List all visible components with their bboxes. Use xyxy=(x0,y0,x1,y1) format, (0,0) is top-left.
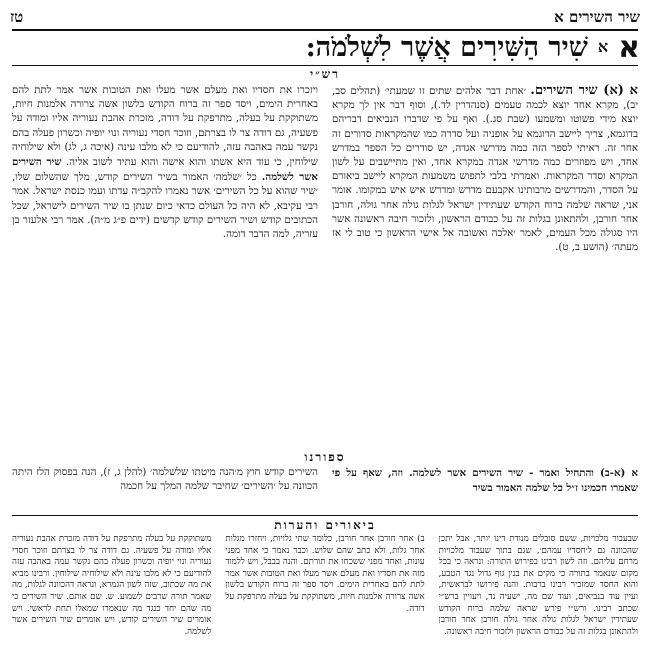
verse-rule xyxy=(12,65,638,66)
sforno-left-column xyxy=(12,466,318,512)
verse-number: א xyxy=(597,37,609,56)
rashi-lead: א (א) שיר השירים. xyxy=(530,84,638,98)
page-header xyxy=(10,6,640,28)
rashi-right-column xyxy=(332,84,638,447)
sforno-right-text: א (א-ב) והתחיל ואמר - שיר השירים אשר לשלמה. וזה, שאף על פי שאמרו חכמינו ז״ל כל שלמה האמור בשיר xyxy=(332,467,638,495)
rashi-left-text2: כל ׳שלמה׳ האמור בשיר השירים קודש, מלך שהשלום שלו, ׳שיר שהוא על כל השירים׳ אשר נאמרו להקב״ה עדתו ועמו כנסת ישראל. אמר רבי עקיבא, לא היה כל העולם כדאי כיום שנתן בו שיר השירים לישראל, שכל הכתובים קודש ושיר השירים קודש קדשים (ידים פ״ג מ״ה). אמר רבי אלעזר בן עזריה, למה הדבר דומה. xyxy=(12,172,318,241)
rashi-right-text: ׳אחת דבר אלהים שתים זו שמעתי׳ (תהלים סב, יב), מקרא אחד יוצא לכמה טעמים (סנהדרין לד.), וסוף דבר אין לך מקרא יוצא מידי פשוטו ומשמעו (שבת סג.). ואף על פי שדברו הנביאים דבריהם בדוגמא, צריך ליישב הדוגמא על אופניה ועל סדרה כמו שהמקראות סדורים זה אחר זה. ראיתי לספר הזה כמה מדרשי אגדה, יש סודרים כל הספר במדרש אחד, ויש מפוזרים כמה מדרשי אגדה במקרא אחד, ואין מתיישבים על לשון המקרא וסדר המקראות. ואמרתי בלבי לתפוש משמעות המקרא ליישב ביאורם על הסדר, והמדרשים מרבותינו אקבעם מדרש ומדרש איש איש במקומו. אומר אני, שראה שלמה ברוח הקודש שעתידין ישראל לגלות גולה אחר גולה, חורבן אחר חורבן, ולהתאונן בגלות זה על כבודם הראשון, ולזכור חיבה ראשונה אשר היו סגולה מכל העמים, לאמר ׳אלכה ואשובה אל אישי הראשון כי טוב לי אז מעתה׳ (הושע ב, ט). xyxy=(332,86,638,254)
verse-chapter-letter: א xyxy=(618,29,640,65)
notes-column-1 xyxy=(439,534,638,646)
running-title: שיר השירים א xyxy=(554,7,640,26)
rashi-left-column xyxy=(12,84,318,447)
rashi-commentary xyxy=(12,84,638,447)
rashi-left-text: ויזכרו את חסדיו ואת מעלם אשר מעלו ואת הטובות אשר אמר לתת להם באחרית הימים, ויסד ספר זה ברוח הקודש בלשון אשה צרורה אלמנות חיות, משתוקקת על בעלה, מתרפקת על דודה, מזכרת אהבת נעוריה אליו ומודה על פשעיה, גם דודה צר לו בצרתם, וזוכר חסדי נעוריה ונוי יופיה וכשרון פעלה בהם נקשר עמה באהבה עזה, להודיעם כי לא מלבו עינה (איכה ג, לג) ולא שילוחיה שילוחין, כי עוד היא אשתו והוא אישה והוא עתיד לשוב אליה. xyxy=(12,85,318,169)
verse-title xyxy=(20,29,640,65)
commentary-heading: ביאורים והערות xyxy=(274,518,376,532)
rashi-heading: רש״י xyxy=(309,67,341,81)
sforno-heading: ספורנו xyxy=(304,450,346,464)
verse-text: שִׁיר הַשִּׁירִים אֲשֶׁר לִשְׁלֹמֹה: xyxy=(305,31,588,63)
sforno-left-text: השירים קודש חוץ מ׳הנה מיטתו שלשלמה׳ (להלן ג, ז), הנה בפסוק הלז היתה הכוונה על ׳השירים׳ שחיבר שלמה המלך על חכמה xyxy=(12,467,318,493)
sforno-right-column xyxy=(332,466,638,512)
sforno-commentary xyxy=(12,466,638,512)
page-number: טז xyxy=(10,7,24,26)
notes-column-1-text: שבעבור מלכויות, ששם סובלים מנודת דינו יותר, אבל יתכן שהכוונה גם ל׳חסדיו עמהם׳, שגם בתוך שעבוד מלכויות מרחם עליהם. וזה לשון רבינו בפירוש התורה: ונראה כי בכל מקום שנאמר בתורה כי מקים את בנין גוף גדול נגד הטבע, והוא החסד שמזכיר רבינו ברבות. והנה פירושו לבראשית, ועיין עוד בנביאים, ועוד שם מה, ישעיה נד, ויעויין ברש״י שכתב רבינו. ורש״י פירש שראה שלמה ברוח הקודש שעתידין ישראל לגלות גולה אחר גולה חורבן אחר חורבן ולהתאונן בגלות זה על כבודם הראשון ולזכור חיבה ראשונה. xyxy=(438,534,638,637)
notes-column-3 xyxy=(12,534,211,646)
notes-column-2 xyxy=(225,534,424,646)
rashi-left-lead: שיר השירים אשר לשלמה. xyxy=(12,156,318,184)
notes-column-2-text: ב) אחר חורבן אחר חורבן, כלומר שתי גלויות, ויחזרו מגלות אחר גלות, ולא כתב שהם שלוש. וכבר נאמר כי אחד מפני עונות, ואחד מפני ששכחו את תורתם. והנה בבבל, ויש ללמוד מזה את חסדיו ואת מעלם אשר מעלו ואת הטובות אשר אמר לתת להם באחרית הימים. ויסד ספר זה ברוח הקודש בלשון אשה צרורה אלמנות חיות, משתוקקת על בעלה מתרפקת על דודה. xyxy=(225,534,425,614)
commentary-rule xyxy=(12,515,638,516)
notes-commentary xyxy=(12,534,638,646)
notes-column-3-text: משתוקקת על בעלה מתרפקת על דודה מזכרת אהבת נעוריה אליו ומודה על פשעיה. גם דודה צר לו בצרתם וזוכר חסדי נעוריה ונוי יופיה וכשרון פעלה בהם נקשר עמה באהבה עזה להודיעם כי לא מלבו עינה ולא שילוחיה שילוחין. ורבינו מביא את מה שכתוב, שזה לשון הגמרא, ונראה דהכוונה לגלות, מה שאמר תורה שרבים לשמוע. ש. שם אותם. שיר השירים כי מה שהם יחד כנגד מה שנאמרו שמאלו תחת לראשי. ויש אומרים שיר השירים קודש, ויש אומרים שיר השירים אשר לשלמה. xyxy=(12,534,212,637)
